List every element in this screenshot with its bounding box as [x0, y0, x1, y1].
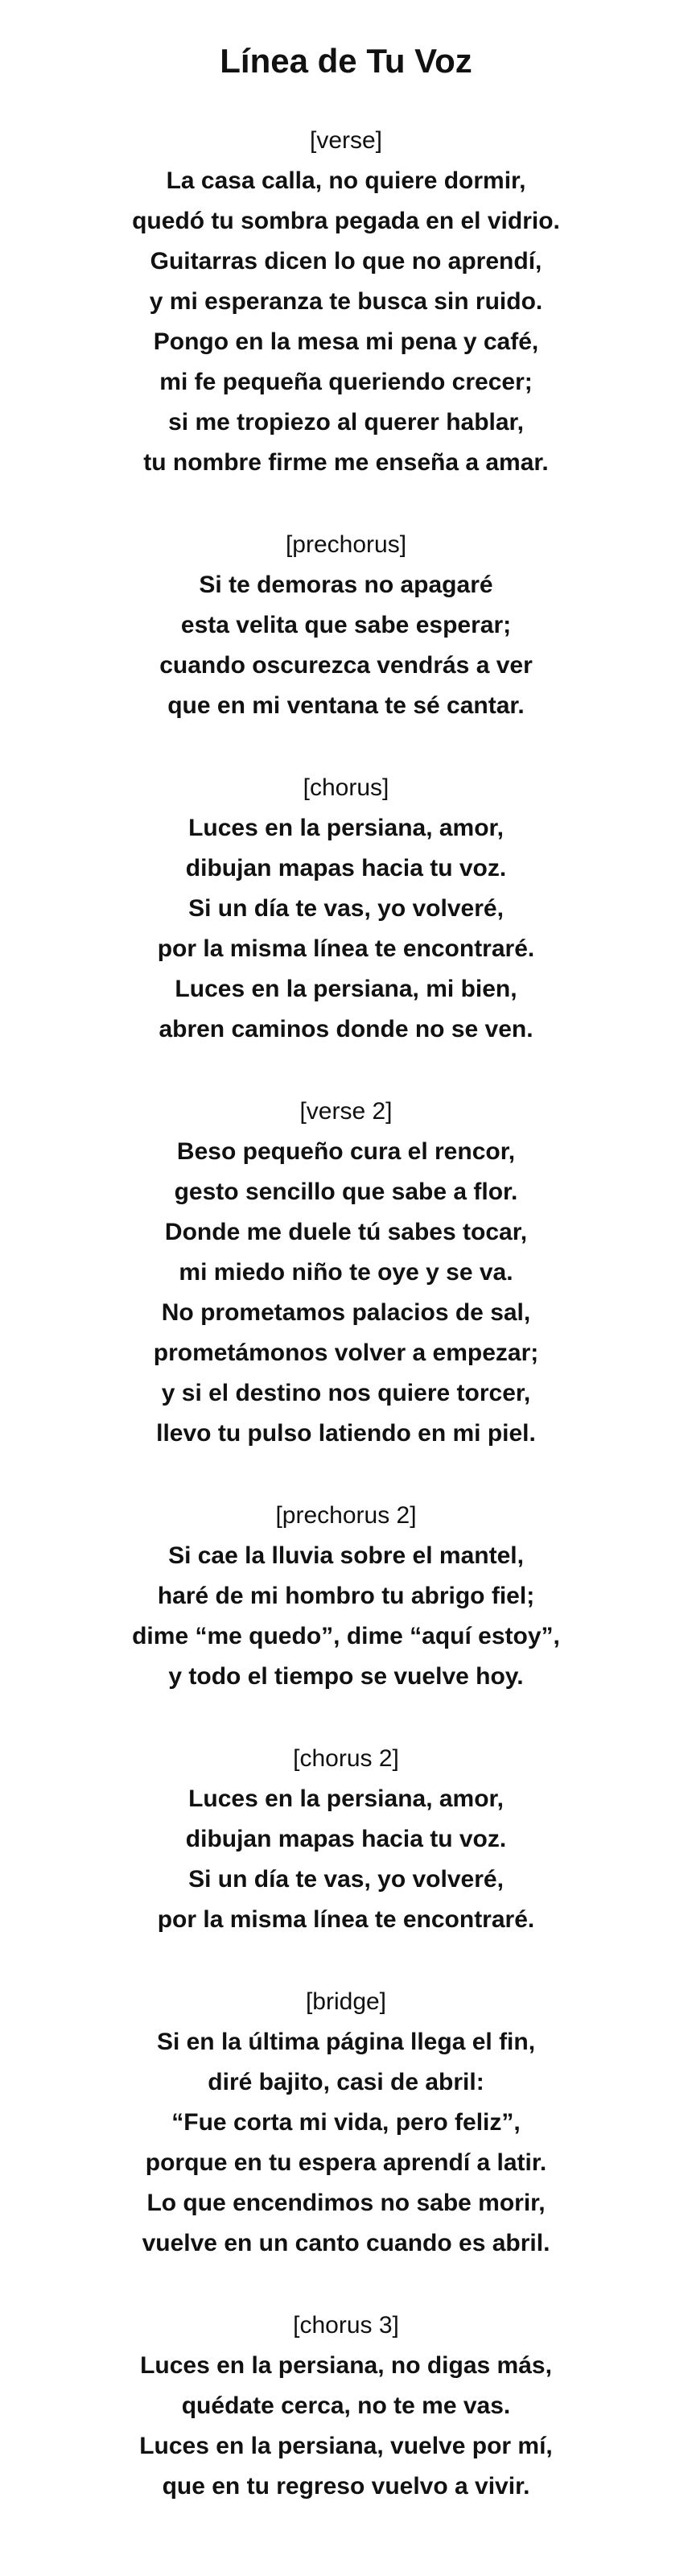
section-tag: [chorus 3] — [293, 2312, 399, 2339]
lyric-line: y mi esperanza te busca sin ruido. — [149, 288, 543, 315]
section-tag: [chorus 2] — [293, 1745, 399, 1772]
lyric-line: Pongo en la mesa mi pena y café, — [153, 328, 539, 355]
lyrics-section — [0, 525, 692, 726]
section-tag: [verse] — [309, 127, 383, 154]
lyric-line: porque en tu espera aprendí a latir. — [145, 2149, 547, 2176]
lyric-line: Guitarras dicen lo que no aprendí, — [150, 248, 542, 275]
lyric-line: y todo el tiempo se vuelve hoy. — [168, 1663, 524, 1690]
lyric-line: Si cae la lluvia sobre el mantel, — [168, 1542, 524, 1569]
lyric-line: prometámonos volver a empezar; — [153, 1340, 539, 1366]
section-tag: [bridge] — [305, 1988, 387, 2015]
lyric-line: Si un día te vas, yo volveré, — [188, 1866, 504, 1893]
section-tag: [verse 2] — [299, 1098, 393, 1125]
lyrics-body — [0, 121, 692, 2507]
lyric-line: Lo que encendimos no sabe morir, — [146, 2190, 546, 2216]
lyric-line: cuando oscurezca vendrás a ver — [159, 652, 533, 679]
lyrics-section — [0, 768, 692, 1050]
lyrics-section — [0, 121, 692, 483]
lyric-line: por la misma línea te encontraré. — [157, 935, 535, 962]
lyric-line: Si un día te vas, yo volveré, — [188, 895, 504, 922]
lyric-line: gesto sencillo que sabe a flor. — [174, 1179, 518, 1205]
lyric-line: quédate cerca, no te me vas. — [181, 2392, 511, 2419]
lyric-line: que en mi ventana te sé cantar. — [167, 692, 525, 719]
lyric-line: No prometamos palacios de sal, — [161, 1299, 531, 1326]
section-tag: [chorus] — [303, 774, 389, 801]
song-title: Línea de Tu Voz — [220, 42, 472, 80]
lyric-line: “Fue corta mi vida, pero feliz”, — [171, 2109, 521, 2136]
lyric-line: Beso pequeño cura el rencor, — [176, 1138, 516, 1165]
lyrics-section — [0, 1496, 692, 1697]
lyric-line: vuelve en un canto cuando es abril. — [142, 2230, 550, 2256]
lyric-line: dibujan mapas hacia tu voz. — [185, 855, 507, 881]
lyric-line: diré bajito, casi de abril: — [208, 2069, 484, 2095]
lyric-line: dime “me quedo”, dime “aquí estoy”, — [132, 1623, 560, 1649]
lyrics-section — [0, 1092, 692, 1454]
lyric-line: quedó tu sombra pegada en el vidrio. — [132, 208, 560, 234]
section-tag: [prechorus 2] — [275, 1502, 417, 1529]
lyric-line: mi fe pequeña queriendo crecer; — [159, 369, 533, 395]
lyric-line: dibujan mapas hacia tu voz. — [185, 1826, 507, 1852]
lyric-line: Si te demoras no apagaré — [199, 572, 493, 598]
lyrics-section — [0, 1982, 692, 2264]
lyric-line: tu nombre firme me enseña a amar. — [143, 449, 549, 476]
lyric-line: que en tu regreso vuelvo a vivir. — [162, 2473, 530, 2500]
lyric-line: llevo tu pulso latiendo en mi piel. — [156, 1420, 536, 1447]
lyric-line: mi miedo niño te oye y se va. — [179, 1259, 513, 1286]
lyric-line: Donde me duele tú sabes tocar, — [164, 1219, 528, 1245]
lyric-line: haré de mi hombro tu abrigo fiel; — [157, 1583, 535, 1609]
lyric-line: Luces en la persiana, vuelve por mí, — [139, 2433, 553, 2459]
lyric-line: La casa calla, no quiere dormir, — [166, 167, 526, 194]
lyric-line: si me tropiezo al querer hablar, — [168, 409, 524, 436]
lyric-line: Luces en la persiana, amor, — [188, 1785, 504, 1812]
lyric-line: Si en la última página llega el fin, — [156, 2029, 536, 2055]
lyric-line: Luces en la persiana, mi bien, — [175, 976, 517, 1002]
lyrics-section — [0, 2306, 692, 2507]
lyrics-section — [0, 1739, 692, 1940]
lyric-line: esta velita que sabe esperar; — [180, 612, 512, 638]
lyric-line: abren caminos donde no se ven. — [159, 1016, 533, 1042]
lyric-line: Luces en la persiana, amor, — [188, 815, 504, 841]
lyric-line: y si el destino nos quiere torcer, — [161, 1380, 531, 1406]
lyric-line: por la misma línea te encontraré. — [157, 1906, 535, 1933]
lyric-line: Luces en la persiana, no digas más, — [140, 2352, 552, 2379]
section-tag: [prechorus] — [285, 531, 407, 558]
